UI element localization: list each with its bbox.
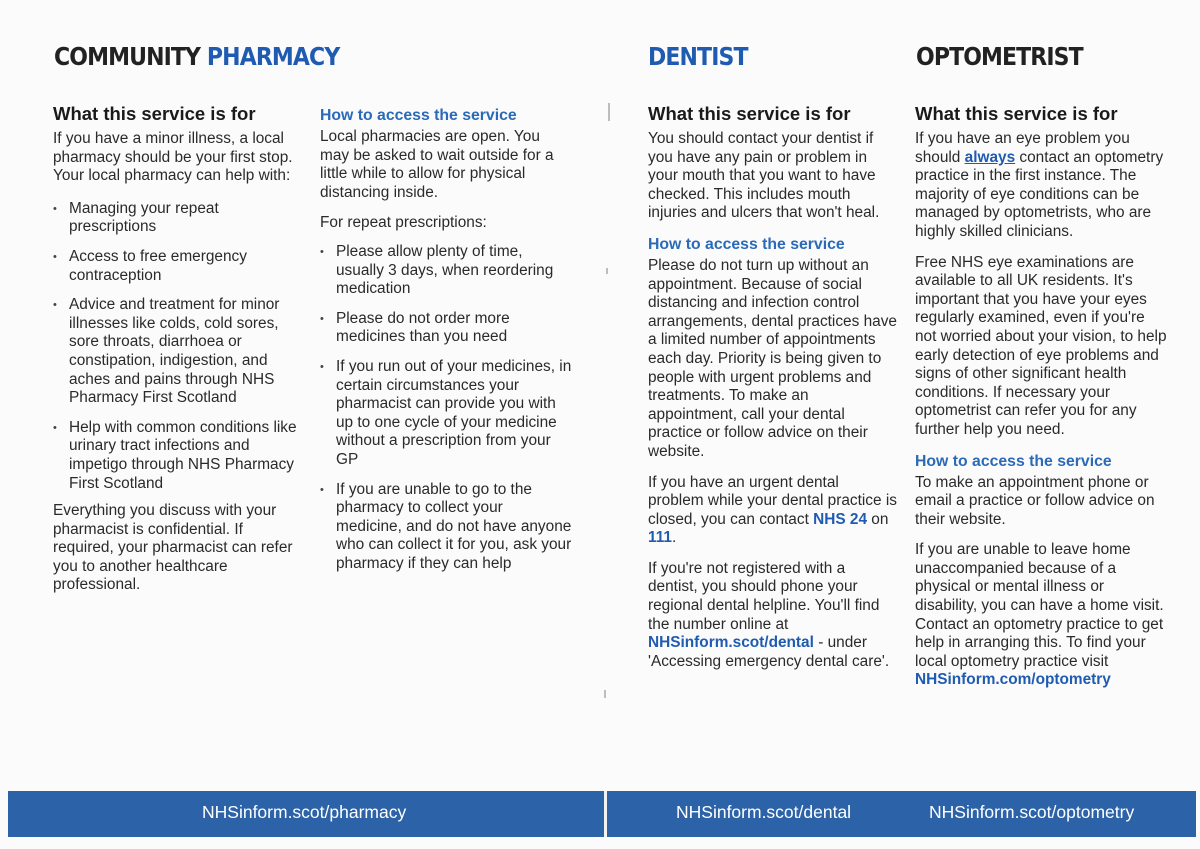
pharmacy-intro: If you have a minor illness, a local pharmacy should be your first stop. Your local pharmacy can help with: xyxy=(53,130,293,185)
footer-band xyxy=(8,791,1196,837)
fold-mark xyxy=(604,690,606,698)
pharmacy-what-heading: What this service is for xyxy=(53,103,256,124)
dentist-title: DENTIST xyxy=(648,42,748,71)
dentist-not-registered-text: If you're not registered with a dentist, you should phone your regional dental helpline. You'll find the number online at NHSinform.scot/dental - under 'Accessing emergency dental care'. xyxy=(648,559,890,670)
phone-111-link[interactable]: 111 xyxy=(648,529,672,547)
list-item: • Access to free emergency contraception xyxy=(53,248,298,285)
optometrist-access-text: To make an appointment phone or email a practice or follow advice on their website. xyxy=(915,473,1155,528)
nhs24-link[interactable]: NHS 24 xyxy=(813,510,868,528)
dentist-column xyxy=(648,103,898,671)
list-item: • Managing your repeat prescriptions xyxy=(53,200,298,237)
list-item: • Please allow plenty of time, usually 3 days, when reordering medication xyxy=(320,243,572,299)
dentist-access-text: Please do not turn up without an appointment. Because of social distancing and infection control arrangements, dental practices have a limited number of appointments each day. Priority is being given to people with urgent problems and treatments. To make an appointment, call your dental practice or follow advice on their website. xyxy=(648,256,897,460)
list-item: • If you run out of your medicines, in certain circumstances your pharmacist can provide you with up to one cycle of your medicine without a prescription from your GP xyxy=(320,358,572,470)
dentist-access-heading: How to access the service xyxy=(648,235,845,253)
optometrist-column xyxy=(915,103,1167,690)
list-item: • If you are unable to go to the pharmacy to collect your medicine, and do not have anyone who can collect it for you, ask your pharmacy if they can help xyxy=(320,481,572,574)
optometry-url-link[interactable]: NHSinform.scot/optometry xyxy=(929,802,1135,822)
pharmacy-access-heading: How to access the service xyxy=(320,107,517,124)
optometrist-free-text: Free NHS eye examinations are available to all UK residents. It's important that you have your eyes regularly examined, even if you're not worried about your vision, to help early detection of eye problems and signs of other significant health conditions. If necessary your optometrist can refer you for any further help you need. xyxy=(915,253,1167,438)
optometry-link[interactable]: NHSinform.com/optometry xyxy=(915,671,1111,689)
pharmacy-confidential: Everything you discuss with your pharmacist is confidential. If required, your pharmacist can refer you to another healthcare professional. xyxy=(53,502,293,594)
optometrist-what-heading: What this service is for xyxy=(915,103,1118,124)
optometrist-home-text: If you are unable to leave home unaccompanied because of a physical or mental illness or disability, you can have a home visit. Contact an optometry practice to get help in arranging this. To find your local optometry practice visit NHSinform.com/optometry xyxy=(915,541,1164,689)
dentist-what-heading: What this service is for xyxy=(648,103,851,124)
always-emphasis: always xyxy=(964,148,1016,166)
optometrist-what-text: If you have an eye problem you should always contact an optometry practice in the first instance. The majority of eye conditions can be managed by optometrists, who are highly skilled clinicians. xyxy=(915,130,1164,240)
fold-mark xyxy=(606,268,608,274)
pharmacy-access-text: Local pharmacies are open. You may be asked to wait outside for a little while to allow for physical distancing inside. xyxy=(320,128,554,201)
optometrist-title: OPTOMETRIST xyxy=(916,42,1083,71)
dental-url-link[interactable]: NHSinform.scot/dental xyxy=(676,802,852,822)
pharmacy-what-column xyxy=(53,103,298,595)
list-item: • Advice and treatment for minor illnesses like colds, cold sores, sore throats, diarrhoea or constipation, indigestion, and aches and pains through NHS Pharmacy First Scotland xyxy=(53,296,298,408)
list-item: • Please do not order more medicines than you need xyxy=(320,310,572,347)
pharmacy-url-link[interactable]: NHSinform.scot/pharmacy xyxy=(202,802,407,822)
pharmacy-title: COMMUNITY PHARMACY xyxy=(54,42,340,71)
dentist-what-text: You should contact your dentist if you have any pain or problem in your mouth that you want to have checked. This includes mouth injuries and ulcers that won't heal. xyxy=(648,130,880,222)
footer-divider xyxy=(604,791,607,837)
dental-link[interactable]: NHSinform.scot/dental xyxy=(648,634,814,652)
repeat-prescriptions-list xyxy=(320,243,572,574)
pharmacy-help-list xyxy=(53,200,298,493)
list-item: • Help with common conditions like urinary tract infections and impetigo through NHS Pharmacy First Scotland xyxy=(53,419,298,493)
repeat-prescriptions-label: For repeat prescriptions: xyxy=(320,214,487,232)
fold-mark xyxy=(608,103,610,121)
dentist-urgent-text: If you have an urgent dental problem while your dental practice is closed, you can contact NHS 24 on 111. xyxy=(648,473,897,547)
pharmacy-access-column xyxy=(320,106,572,584)
optometrist-access-heading: How to access the service xyxy=(915,452,1112,470)
